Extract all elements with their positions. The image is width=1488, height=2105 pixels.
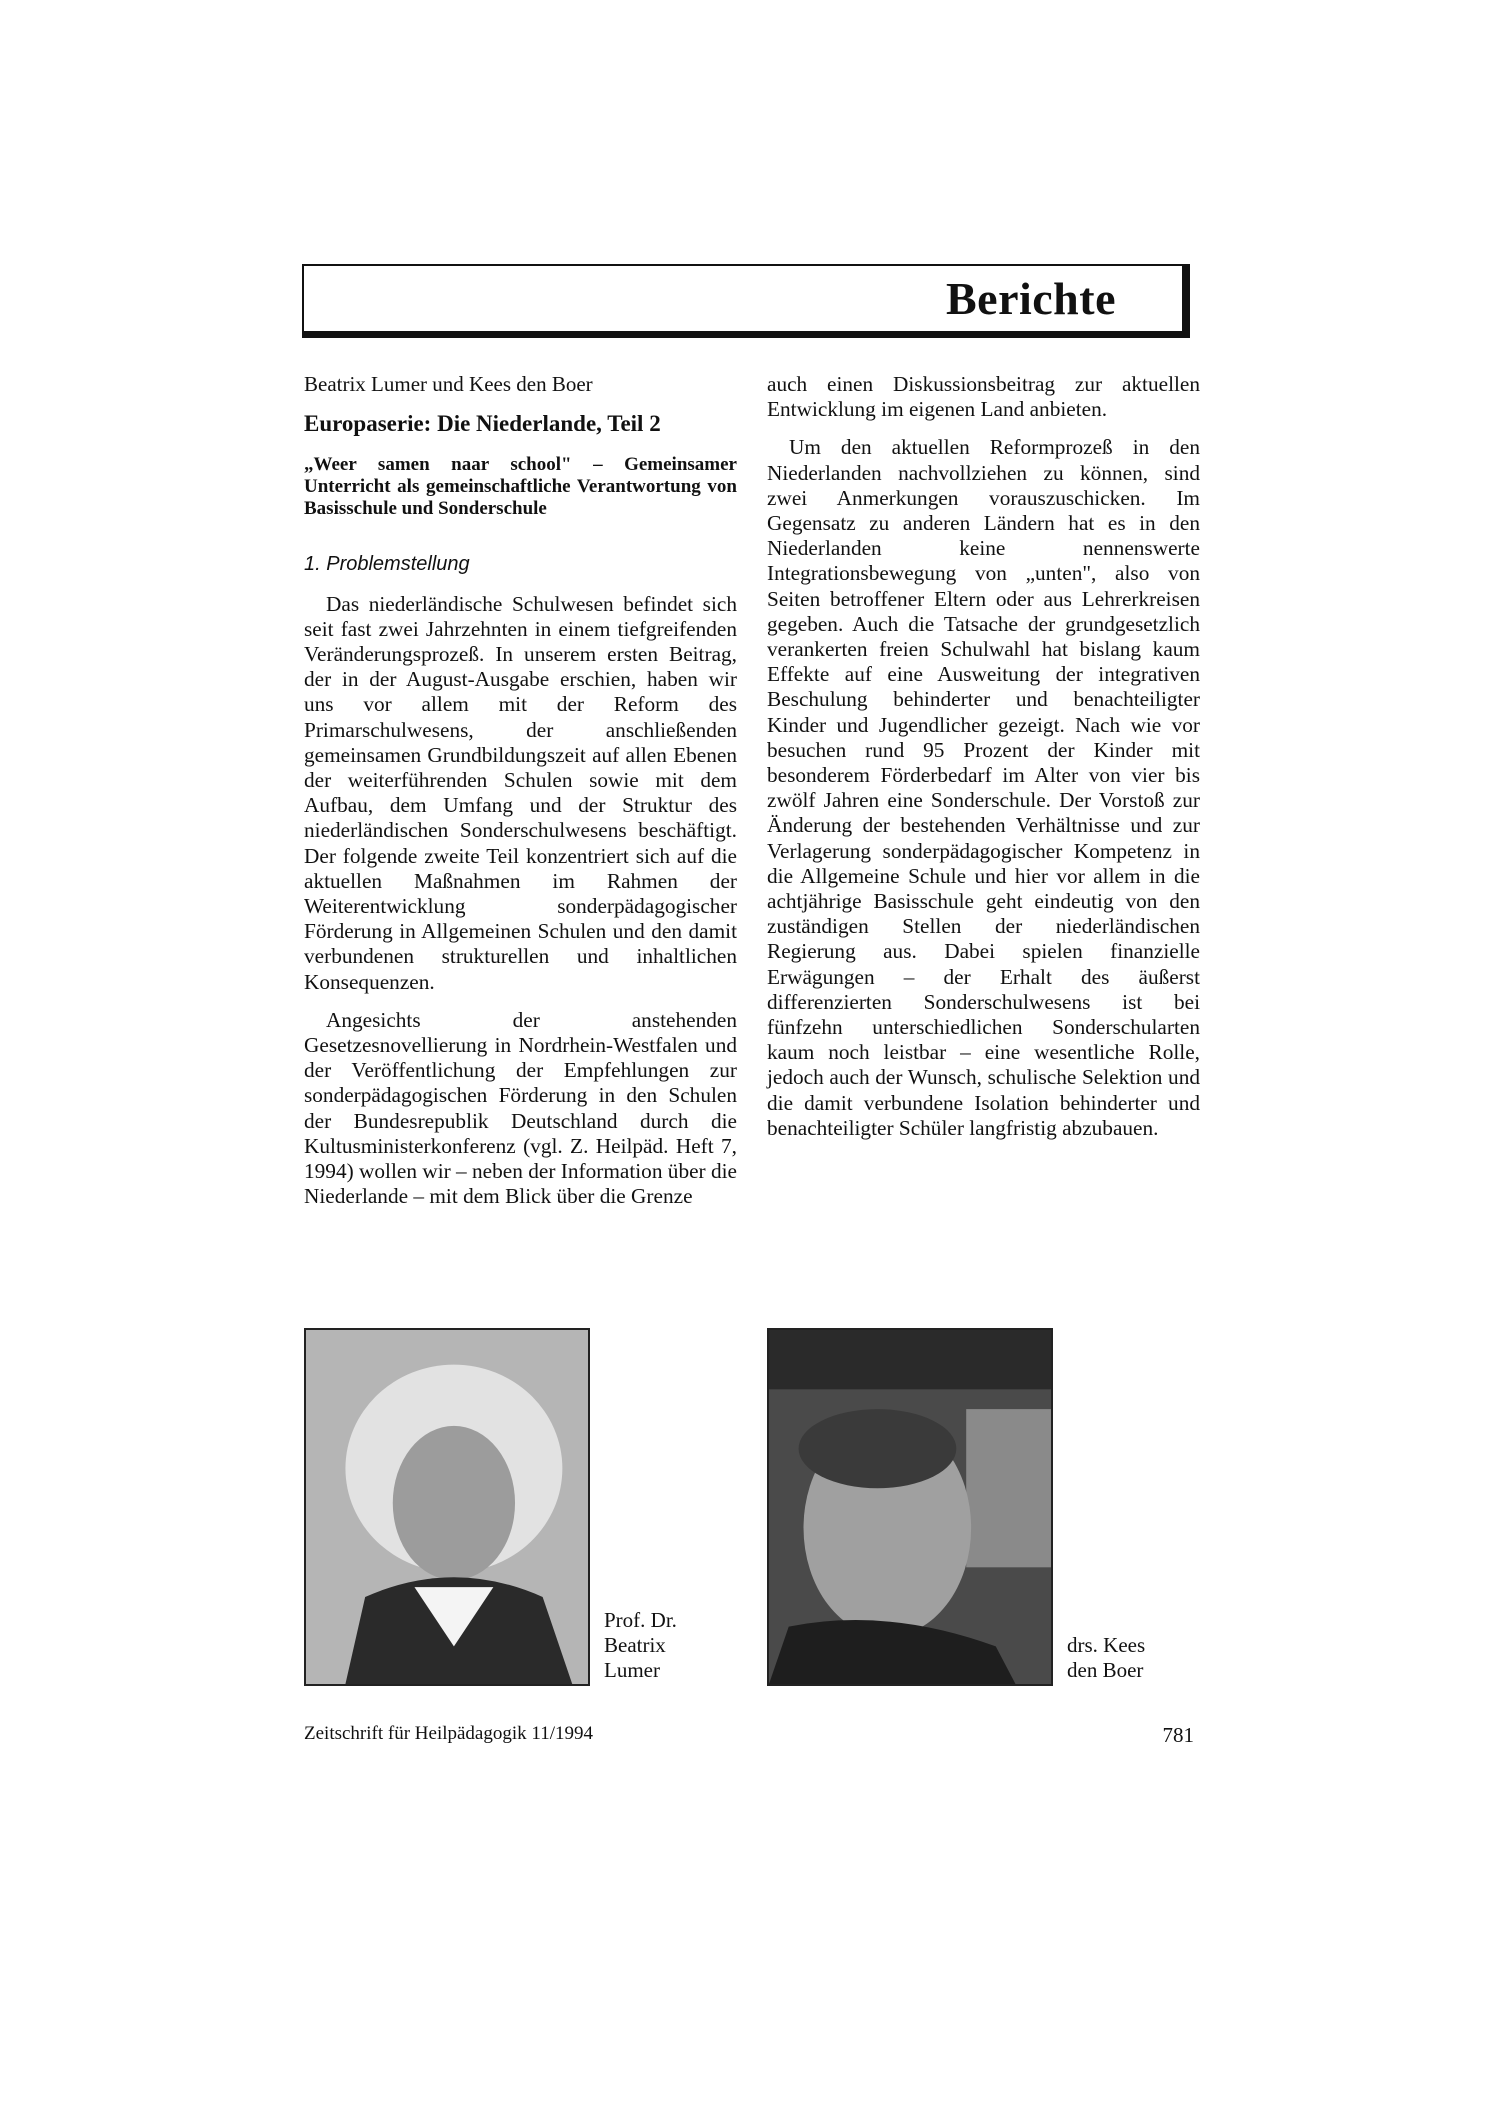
body-paragraph: Angesichts der anstehenden Gesetzesnovellierung in Nordrhein-Westfalen und der Veröffentlichung der Empfehlungen zur sonderpädagogischen Förderung in den Schulen der Bundesrepublik Deutschland durch die Kultusministerkonferenz (vgl. Z. Heilpäd. Heft 7, 1994) wollen wir – neben der Information über die Niederlande – mit dem Blick über die Grenze	[304, 1007, 737, 1209]
author-photo-lumer	[304, 1328, 590, 1686]
article-authors: Beatrix Lumer und Kees den Boer	[304, 372, 593, 396]
page-number: 781	[1162, 1723, 1194, 1747]
journal-name: Zeitschrift für Heilpädagogik 11/1994	[304, 1723, 593, 1744]
section-heading: 1. Problemstellung	[304, 553, 470, 576]
caption-line: Prof. Dr.	[604, 1608, 677, 1632]
section-title: Berichte	[945, 273, 1116, 324]
left-column	[304, 372, 737, 1222]
photo-caption-den-boer	[1067, 1633, 1145, 1683]
photo-caption-lumer	[604, 1608, 677, 1683]
caption-line: Beatrix	[604, 1633, 666, 1657]
body-paragraph: auch einen Diskussionsbeitrag zur aktuellen Entwicklung im eigenen Land anbieten.	[767, 372, 1200, 422]
right-column	[767, 372, 1200, 1154]
body-paragraph: Das niederländische Schulwesen befindet sich seit fast zwei Jahrzehnten in einem tiefgreifenden Veränderungsprozeß. In unserem ersten Beitrag, der in der August-Ausgabe erschien, haben wir uns vor allem mit der Reform des Primarschulwesens, der anschließenden gemeinsamen Grundbildungszeit auf allen Ebenen der weiterführenden Schulen sowie mit dem Aufbau, dem Umfang und der Struktur des niederländischen Sonderschulwesens beschäftigt. Der folgende zweite Teil konzentriert sich auf die aktuellen Maßnahmen im Rahmen der Weiterentwicklung sonderpädagogischer Förderung in Allgemeinen Schulen und den damit verbundenen strukturellen und inhaltlichen Konsequenzen.	[304, 591, 737, 994]
article-series-title: Europaserie: Die Niederlande, Teil 2	[304, 411, 661, 437]
caption-line: den Boer	[1067, 1658, 1144, 1682]
author-photo-den-boer	[767, 1328, 1053, 1686]
caption-line: Lumer	[604, 1658, 660, 1682]
article-subtitle: „Weer samen naar school" – Gemeinsamer Unterricht als gemeinschaftliche Verantwortung von Basisschule und Sonderschule	[304, 454, 737, 520]
caption-line: drs. Kees	[1067, 1633, 1146, 1657]
portrait-image	[306, 1330, 588, 1684]
body-paragraph: Um den aktuellen Reformprozeß in den Niederlanden nachvollziehen zu können, sind zwei Anmerkungen vorauszuschicken. Im Gegensatz zu anderen Ländern hat es in den Niederlanden keine nennenswerte Integrationsbewegung von „unten", also von Seiten betroffener Eltern oder aus Lehrerkreisen gegeben. Auch die Tatsache der grundgesetzlich verankerten freien Schulwahl hat bislang kaum Effekte auf eine Ausweitung der integrativen Beschulung behinderter und benachteiligter Kinder und Jugendlicher gezeigt. Nach wie vor besuchen rund 95 Prozent der Kinder mit besonderem Förderbedarf im Alter von vier bis zwölf Jahren eine Sonderschule. Der Vorstoß zur Änderung der bestehenden Verhältnisse und zur Verlagerung sonderpädagogischer Kompetenz in die Allgemeine Schule und hier vor allem in die achtjährige Basisschule geht eindeutig von den zuständigen Stellen der niederländischen Regierung aus. Dabei spielen finanzielle Erwägungen – der Erhalt des äußerst differenzierten Sonderschulwesens ist bei fünfzehn unterschiedlichen Sonderschularten kaum noch leistbar – eine wesentliche Rolle, jedoch auch der Wunsch, schulische Selektion und die damit verbundene Isolation behinderter und benachteiligter Schüler langfristig abzubauen.	[767, 435, 1200, 1140]
portrait-image	[769, 1330, 1051, 1684]
section-header-box	[302, 264, 1190, 338]
